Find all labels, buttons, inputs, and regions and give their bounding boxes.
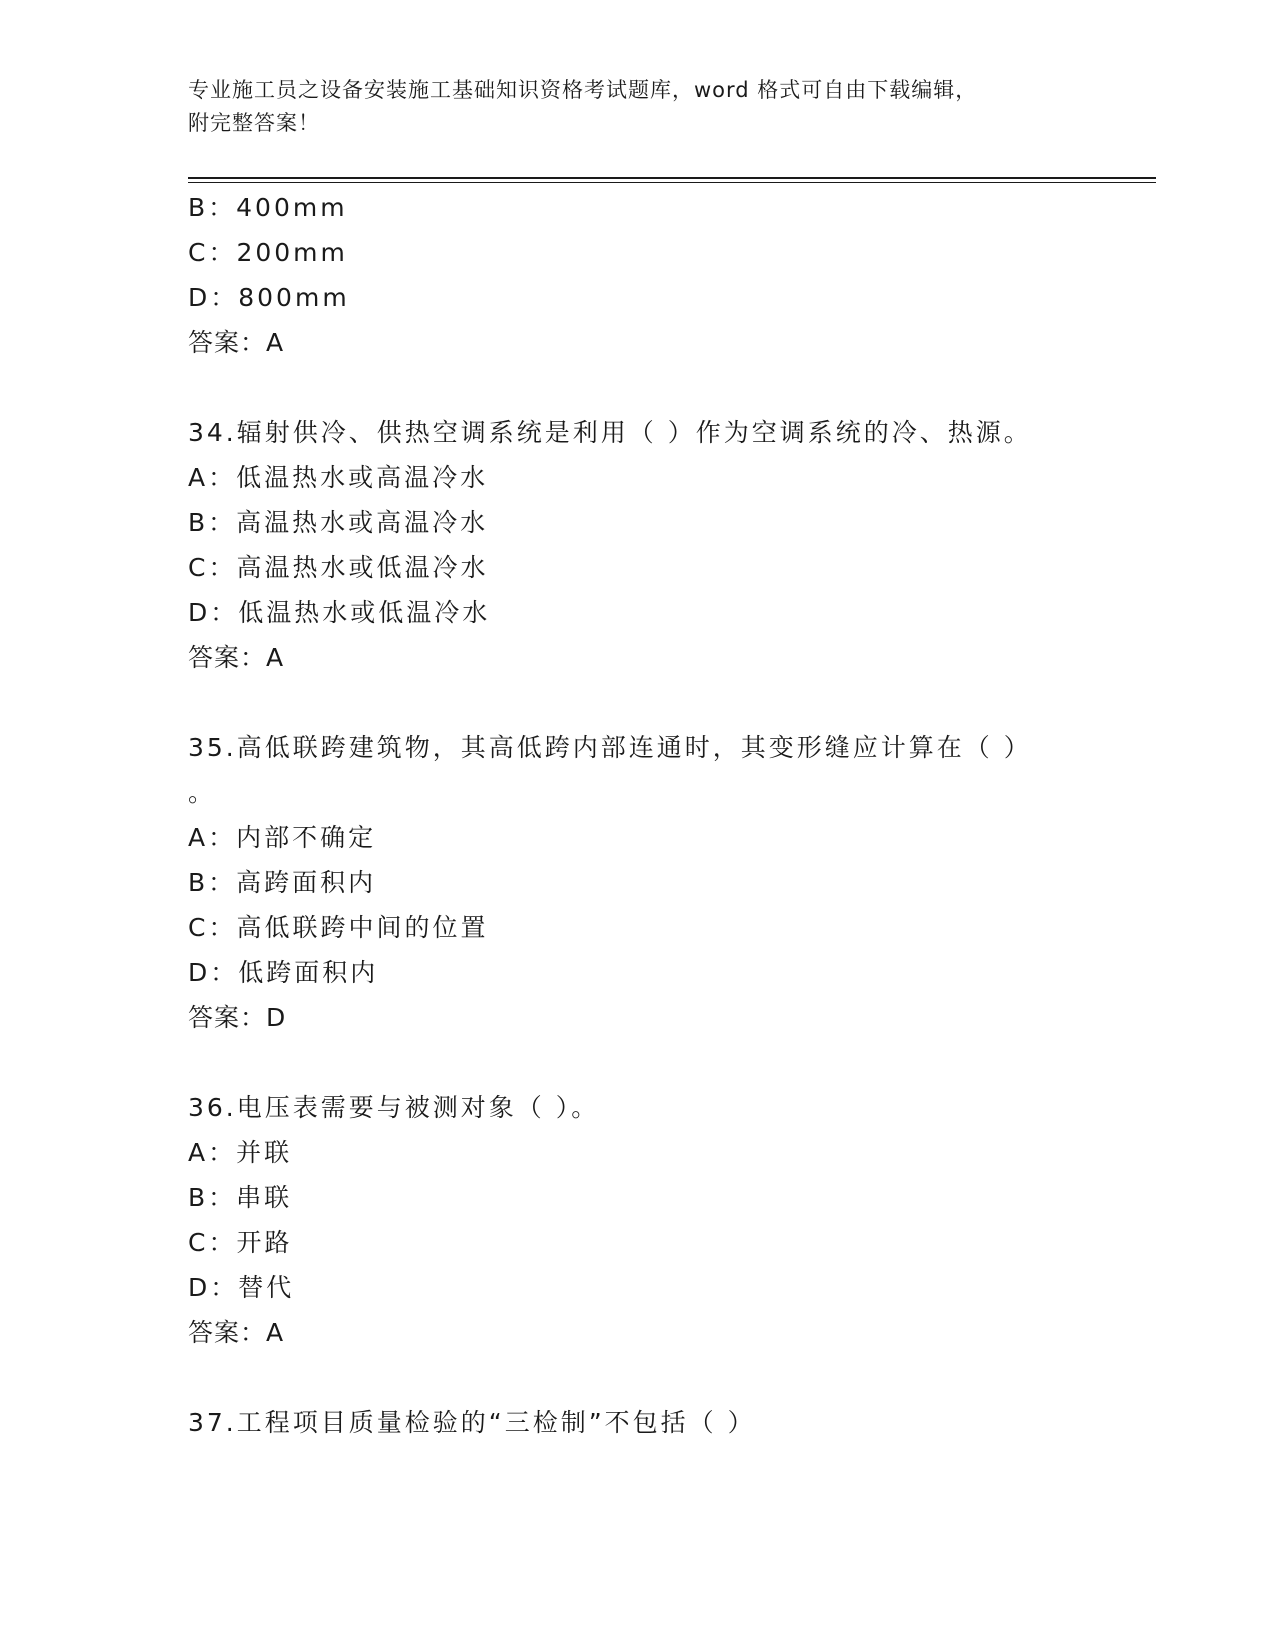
option-a: A：低温热水或高温冷水 xyxy=(188,463,489,492)
option-a: A：内部不确定 xyxy=(188,823,377,852)
option-c: C：开路 xyxy=(188,1228,293,1257)
header-divider-thick xyxy=(188,177,1156,179)
question-stem: 35.高低联跨建筑物，其高低跨内部连通时，其变形缝应计算在（ ） xyxy=(188,733,1032,762)
option-c: C：高温热水或低温冷水 xyxy=(188,553,489,582)
question-stem-continued: 。 xyxy=(188,778,217,807)
question-stem: 34.辐射供冷、供热空调系统是利用（ ）作为空调系统的冷、热源。 xyxy=(188,418,1032,447)
answer: 答案：A xyxy=(188,643,285,672)
option-b: B：串联 xyxy=(188,1183,293,1212)
question-stem: 36.电压表需要与被测对象（ ）。 xyxy=(188,1093,600,1122)
answer: 答案：A xyxy=(188,328,285,357)
header-divider-thin xyxy=(188,182,1156,183)
option-d: D：低温热水或低温冷水 xyxy=(188,598,491,627)
option-c: C：200mm xyxy=(188,238,348,267)
option-d: D：低跨面积内 xyxy=(188,958,379,987)
option-d: D：800mm xyxy=(188,283,350,312)
option-b: B：400mm xyxy=(188,193,348,222)
answer: 答案：D xyxy=(188,1003,287,1032)
option-a: A：并联 xyxy=(188,1138,293,1167)
document-header xyxy=(188,74,1088,140)
answer: 答案：A xyxy=(188,1318,285,1347)
header-line-2: 附完整答案！ xyxy=(188,111,320,135)
option-b: B：高跨面积内 xyxy=(188,868,377,897)
option-c: C：高低联跨中间的位置 xyxy=(188,913,489,942)
question-stem: 37.工程项目质量检验的“三检制”不包括（ ） xyxy=(188,1408,756,1437)
option-d: D：替代 xyxy=(188,1273,295,1302)
header-line-1: 专业施工员之设备安装施工基础知识资格考试题库，word 格式可自由下载编辑， xyxy=(188,78,978,102)
option-b: B：高温热水或高温冷水 xyxy=(188,508,489,537)
